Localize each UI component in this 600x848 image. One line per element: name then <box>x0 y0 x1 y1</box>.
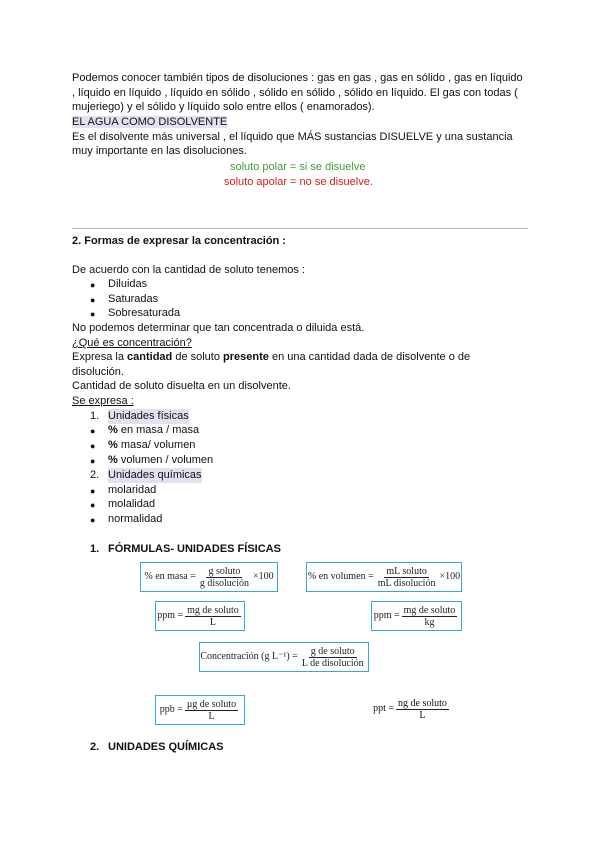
agua-section <box>72 115 532 159</box>
question-heading: ¿Qué es concentración? <box>72 337 192 349</box>
formula-ppm-kg: ppm = $\frac{\text{mg de soluto}}{kg}$ <box>371 601 462 631</box>
section-divider <box>72 228 528 229</box>
section2-intro: De acuerdo con la cantidad de soluto tenemos : <box>72 264 305 276</box>
quimicas-heading: UNIDADES QUÍMICAS <box>108 741 224 753</box>
bullet-icon: ● <box>90 280 96 290</box>
list-number: 1. <box>90 410 100 422</box>
bullet-icon: ● <box>90 426 96 436</box>
list-item: Saturadas <box>108 293 159 305</box>
unidades-fisicas-label: Unidades físicas <box>108 410 189 422</box>
definition-text: en una cantidad dada de disolvente o de <box>268 351 471 363</box>
list-item: % masa/ volumen <box>108 439 196 451</box>
se-expresa: Se expresa : <box>72 395 134 407</box>
definition-line-2: disolución. <box>72 366 124 378</box>
formula-volumen: % en volumen = $\frac{\text{mL soluto}}{\text{mL disolución}}$ ×100 <box>306 562 462 592</box>
definition-bold-cantidad: cantidad <box>127 351 173 363</box>
definition-2: Cantidad de soluto disuelta en un disolvente. <box>72 380 291 392</box>
formula-ppm-l: ppm = $\frac{\text{mg de soluto}}{L}$ <box>155 601 245 631</box>
list-item: Sobresaturada <box>108 307 181 319</box>
unidades-quimicas-label: Unidades químicas <box>108 469 202 481</box>
list-item: % volumen / volumen <box>108 454 214 466</box>
list-item: Diluidas <box>108 278 148 290</box>
list-item: molalidad <box>108 498 156 510</box>
list-item: molaridad <box>108 484 157 496</box>
formulas-heading: FÓRMULAS- UNIDADES FÍSICAS <box>108 543 281 555</box>
formulas-number: 1. <box>90 543 100 555</box>
agua-heading: EL AGUA COMO DISOLVENTE <box>72 116 228 128</box>
quimicas-number: 2. <box>90 741 100 753</box>
formula-ppt: ppt = $\frac{\text{ng de soluto}}{L}$ <box>373 697 447 721</box>
agua-line-2: muy importante en las disoluciones. <box>72 145 247 158</box>
formula-ppb: ppb = $\frac{\text{μg de soluto}}{L}$ <box>155 695 245 725</box>
note-text: No podemos determinar que tan concentrada o diluida está. <box>72 322 365 334</box>
bullet-icon: ● <box>90 309 96 319</box>
bullet-icon: ● <box>90 500 96 510</box>
definition-text: Expresa la <box>72 351 128 363</box>
bullet-icon: ● <box>90 515 96 525</box>
section2-heading: 2. Formas de expresar la concentración : <box>72 235 286 247</box>
agua-line-1: Es el disolvente más universal , el líquido que MÁS sustancias DISUELVE y una sustancia <box>72 130 513 143</box>
definition-bold-presente: presente <box>223 351 269 363</box>
bullet-icon: ● <box>90 486 96 496</box>
formula-concentracion: Concentración (g L⁻¹) = $\frac{\text{g de soluto}}{\text{L de disolución}}$ <box>199 642 369 672</box>
formula-masa: % en masa = $\frac{\text{g soluto}}{\text{g disolución}}$ ×100 <box>140 562 278 592</box>
intro-line-3: mujeriego) y el sólido y líquido solo entre ellos ( enamorados). <box>72 101 375 114</box>
definition-text: de soluto <box>172 351 224 363</box>
soluto-apolar: soluto apolar = no se disuelve. <box>224 176 373 188</box>
soluto-polar: soluto polar = si se disuelve <box>230 161 366 173</box>
intro-paragraph <box>72 71 532 115</box>
intro-line-2: , líquido en líquido , líquido en sólido , sólido en sólido , sólido en líquido. El gas con todas ( <box>72 86 518 99</box>
list-item: normalidad <box>108 513 163 525</box>
bullet-icon: ● <box>90 441 96 451</box>
list-item: % en masa / masa <box>108 424 200 436</box>
intro-line-1: Podemos conocer también tipos de disoluciones : gas en gas , gas en sólido , gas en líquido <box>72 72 523 84</box>
bullet-icon: ● <box>90 295 96 305</box>
definition <box>72 350 532 365</box>
bullet-icon: ● <box>90 456 96 466</box>
list-number: 2. <box>90 469 100 481</box>
